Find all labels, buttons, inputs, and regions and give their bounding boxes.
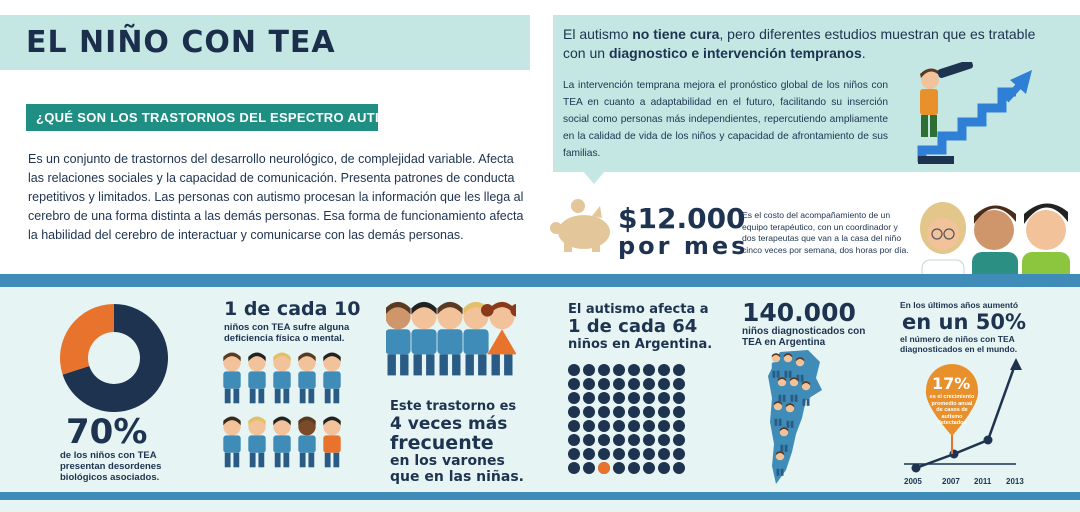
stat-4veces-line3: frecuente [390,432,494,454]
dot [658,378,670,390]
cure-headline [563,25,1053,63]
dot [658,364,670,376]
dot [613,406,625,418]
cure-bold-2: diagnostico e intervención tempranos [608,45,862,61]
dot [628,406,640,418]
dot [583,448,595,460]
stat-70-value: 70% [66,412,148,452]
dot [568,420,580,432]
dot [598,406,610,418]
year-2005: 2005 [904,477,922,486]
stat-1de64-line1: El autismo afecta a [568,302,709,317]
piggy-bank-icon [550,196,614,254]
dot [598,448,610,460]
stat-50-text: el número de niños con TEA diagnosticados en el mundo. [900,334,1018,354]
dot [583,434,595,446]
argentina-map-icon [762,348,832,488]
dot [598,420,610,432]
dot [628,448,640,460]
stat-1de64-line3: niños en Argentina. [568,337,713,352]
dot [583,392,595,404]
dot [643,392,655,404]
dot [643,462,655,474]
dot [658,462,670,474]
dot [583,420,595,432]
cure-text-2: , pero diferentes estudios muestran que es tratable con un [563,26,1036,61]
therapists-illustration [912,194,1080,280]
children-grid-icon [222,350,352,480]
stat-4veces-line2: 4 veces más [390,414,508,434]
dot [658,406,670,418]
cost-period: por mes [618,232,749,260]
badge-text: es el crecimiento promedio anual de casos de autismo detectados [929,394,975,426]
point-2005 [912,464,921,473]
stat-140000-value: 140.000 [742,298,856,327]
dot [613,434,625,446]
dot [613,392,625,404]
stat-70-text: de los niños con TEA presentan desordenes biológicos asociados. [60,450,162,483]
dot [628,420,640,432]
dot [643,406,655,418]
dot [583,378,595,390]
stat-1de64 [568,302,712,352]
stat-1de10-text: niños con TEA sufre alguna deficiencia física o mental. [224,322,350,344]
year-2007: 2007 [942,477,960,486]
dot [568,392,580,404]
dot [673,392,685,404]
stat-4veces-line5: que en las niñas. [390,469,524,485]
donut-chart [58,302,170,414]
dot [613,378,625,390]
dot [628,364,640,376]
cure-bold-1: no tiene cura [632,26,720,42]
stat-1de64-line2: 1 de cada 64 [568,316,698,337]
dot [598,434,610,446]
dot [643,420,655,432]
dot [643,434,655,446]
dot [613,420,625,432]
growth-chart [896,356,1080,492]
dot [613,364,625,376]
dot [673,364,685,376]
dot [673,406,685,418]
cure-text-3: . [861,45,866,61]
point-2011 [984,436,993,445]
dot [568,434,580,446]
dot [658,448,670,460]
stat-4veces [390,398,524,485]
dot [658,420,670,432]
point-2007 [950,450,959,459]
dot [568,364,580,376]
dot [568,378,580,390]
dot [628,378,640,390]
cost-description: Es el costo del acompañamiento de un equipo terapéutico, con un coordinador y dos terapeutas que van a la casa del niño cinco veces por semana, dos horas por día. [742,210,909,255]
dot [583,364,595,376]
cure-text-1: El autismo [563,26,633,42]
stat-50-value: en un 50% [902,310,1026,334]
dot [643,364,655,376]
stat-50-pre: En los últimos años aumentó [900,300,1019,310]
dot [628,434,640,446]
dot [583,462,595,474]
dot [628,462,640,474]
year-2011: 2011 [974,477,992,486]
dot [673,378,685,390]
page-title: EL NIÑO CON TEA [26,25,336,60]
dot-highlight [598,462,610,474]
dot [628,392,640,404]
early-intervention-text: La intervención temprana mejora el pronóstico global de los niños con TEA en cuanto a adaptabilidad en el futuro, facilitando su inserción social como personas más independientes, repercutiendo ampliamente en la calidad de vida de los niños y capacidad de afrontamiento de sus familias. [563,80,888,159]
dot [598,378,610,390]
dot [658,434,670,446]
dot [643,378,655,390]
section-title: ¿QUÉ SON LOS TRASTORNOS DEL ESPECTRO AUTISTA? [36,110,414,125]
stairs-telescope-icon [900,62,1040,168]
cost-amount: $12.000 [618,202,746,235]
stat-4veces-line4: en los varones [390,453,505,469]
divider-band [0,274,1080,287]
speech-tail [582,170,606,184]
dot [673,462,685,474]
dot [568,406,580,418]
dot [568,462,580,474]
dot [673,420,685,432]
bottom-band [0,492,1080,500]
stat-4veces-line1: Este trastorno es [390,399,517,414]
dots-grid [566,362,696,482]
stat-1de10-value: 1 de cada 10 [224,298,361,320]
dot [568,448,580,460]
dot [598,364,610,376]
dot [673,448,685,460]
dot [613,448,625,460]
boys-girl-row-icon [386,300,516,390]
dot [643,448,655,460]
dot [613,462,625,474]
dot [598,392,610,404]
intro-text: Es un conjunto de trastornos del desarrollo neurológico, de complejidad variable. Afecta las relaciones sociales y la capacidad de comunicación. Presenta patrones de conducta repetitivos y limitados. Las personas con autismo procesan la información que les llega al cerebro de una forma distinta a las demás personas. Esa forma de funcionamiento afecta la habilidad del cerebro de interactuar y comunicarse con las demás personas. [28,152,524,242]
dot [583,406,595,418]
stat-140000-text: niños diagnosticados con TEA en Argentina [742,326,866,348]
donut-slice-rest [60,304,114,375]
year-2013: 2013 [1006,477,1024,486]
badge-value: 17% [932,374,971,393]
dot [673,434,685,446]
dot [658,392,670,404]
